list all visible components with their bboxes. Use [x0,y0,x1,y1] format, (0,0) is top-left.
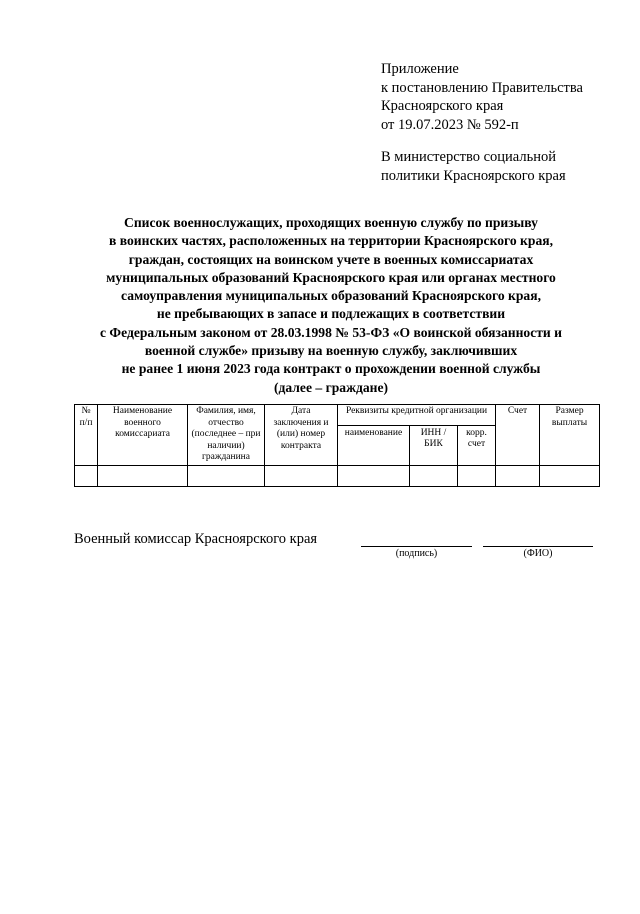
header-corr-account: корр. счет [458,425,496,465]
document-title [60,214,602,397]
header-bank-name: наименование [338,425,410,465]
table-header-row [75,405,600,426]
table-row [75,465,600,486]
table-cell [338,465,410,486]
header-fio: Фамилия, имя, отчество (последнее – при наличии) гражданина [188,405,265,466]
appendix-header [381,60,583,134]
recipient-block [381,148,566,185]
title-line: муниципальных образований Красноярского края или органах местного [106,269,556,285]
title-line: (далее – граждане) [273,379,389,395]
table-cell [188,465,265,486]
table-cell [458,465,496,486]
table-cell [496,465,540,486]
recipient-line: В министерство социальной [381,149,556,165]
appendix-line: к постановлению Правительства [381,79,583,96]
table-cell [75,465,98,486]
header-bank-details: Реквизиты кредитной организации [338,405,496,426]
title-line: с Федеральным законом от 28.03.1998 № 53-ФЗ «О воинской обязанности и [100,324,562,340]
header-inn-bik: ИНН / БИК [410,425,458,465]
header-contract: Дата заключения и (или) номер контракта [265,405,338,466]
header-amount: Размер выплаты [540,405,600,466]
table-cell [410,465,458,486]
fio-caption: (ФИО) [523,548,553,559]
recipient-line: политики Красноярского края [381,167,566,184]
header-num: № п/п [75,405,98,466]
signature-line [361,546,472,547]
title-line: не пребывающих в запасе и подлежащих в соответствии [156,306,506,322]
header-commissariat: Наименование военного комиссариата [98,405,188,466]
appendix-line: Красноярского края [381,98,504,114]
table-cell [540,465,600,486]
title-line: граждан, состоящих на воинском учете в военных комиссариатах [128,251,534,267]
appendix-line: от 19.07.2023 № 592-п [381,116,519,133]
title-line: самоуправления муниципальных образований Красноярского края, [121,288,541,304]
title-line: не ранее 1 июня 2023 года контракт о прохождении военной службы [121,361,541,377]
table-cell [265,465,338,486]
fio-line [483,546,593,547]
signature-caption: (подпись) [395,548,438,559]
title-line: военной службе» призыву на военную службу, заключивших [144,343,518,359]
title-line: в воинских частях, расположенных на территории Красноярского края, [109,233,553,249]
citizens-table [74,404,600,487]
appendix-line: Приложение [381,61,459,77]
table-cell [98,465,188,486]
title-line: Список военнослужащих, проходящих военную службу по призыву [124,215,538,230]
header-account: Счет [496,405,540,466]
signer-title: Военный комиссар Красноярского края [74,531,318,547]
